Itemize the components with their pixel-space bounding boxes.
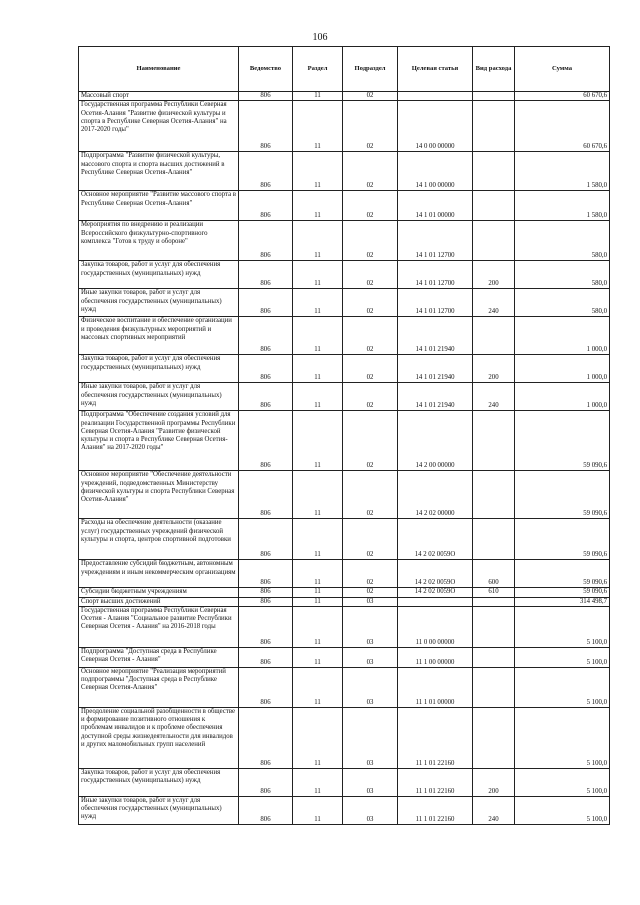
row-ministry: 806 [239,519,293,560]
row-subsection: 02 [343,152,398,191]
row-target-article: 14 2 02 00000 [398,471,473,519]
table-row [79,597,610,606]
row-subsection: 03 [343,768,398,796]
row-name: Государственная программа Республики Северная Осетия - Алания "Социальное развитие Республики Северная Осетия - Алания" на 2016-2018 годы [79,606,239,647]
row-sum: 59 090,6 [515,471,610,519]
row-section: 11 [293,221,343,261]
row-subsection: 03 [343,606,398,647]
row-ministry: 806 [239,647,293,667]
table-row [79,191,610,221]
row-subsection: 02 [343,261,398,289]
row-ministry: 806 [239,471,293,519]
row-subsection: 02 [343,101,398,152]
row-name: Предоставление субсидий бюджетным, автономным учреждениям и иным некоммерческим организациям [79,560,239,588]
row-ministry: 806 [239,768,293,796]
row-sum: 1 580,0 [515,191,610,221]
row-name: Государственная программа Республики Северная Осетия-Алания "Развитие физической культуры и спорта в Республике Северная Осетия-Алания" на 2017-2020 годы" [79,101,239,152]
row-section: 11 [293,101,343,152]
row-sum: 5 100,0 [515,647,610,667]
row-subsection: 03 [343,597,398,606]
row-target-article: 11 0 00 00000 [398,606,473,647]
row-ministry: 806 [239,707,293,768]
row-expense-type: 200 [473,768,515,796]
row-sum: 5 100,0 [515,667,610,707]
row-name: Мероприятия по внедрению и реализации Всероссийского физкультурно-спортивного комплекса "Готов к труду и обороне" [79,221,239,261]
row-subsection: 02 [343,191,398,221]
row-target-article: 14 2 00 00000 [398,411,473,471]
row-subsection: 02 [343,317,398,355]
row-name: Расходы на обеспечение деятельности (оказание услуг) государственных учреждений физической культуры и спорта, центров спортивной подготовки [79,519,239,560]
row-target-article: 11 1 00 00000 [398,647,473,667]
table-row [79,606,610,647]
row-target-article [398,597,473,606]
row-sum: 5 100,0 [515,707,610,768]
table-row [79,647,610,667]
row-section: 11 [293,191,343,221]
row-sum: 5 100,0 [515,796,610,824]
row-section: 11 [293,317,343,355]
row-ministry: 806 [239,588,293,597]
row-target-article: 11 1 01 00000 [398,667,473,707]
header-expense-type: Вид расхода [473,47,515,92]
row-expense-type [473,221,515,261]
table-row [79,796,610,824]
row-section: 11 [293,471,343,519]
row-sum: 60 670,6 [515,92,610,101]
table-header-row [79,47,610,92]
row-subsection: 02 [343,588,398,597]
row-ministry: 806 [239,221,293,261]
row-name: Иные закупки товаров, работ и услуг для обеспечения государственных (муниципальных) нужд [79,383,239,411]
row-ministry: 806 [239,191,293,221]
row-section: 11 [293,667,343,707]
row-ministry: 806 [239,667,293,707]
header-section: Раздел [293,47,343,92]
row-target-article: 14 2 02 0059О [398,519,473,560]
row-expense-type [473,191,515,221]
row-ministry: 806 [239,101,293,152]
row-section: 11 [293,289,343,317]
table-row [79,588,610,597]
row-expense-type: 240 [473,383,515,411]
row-section: 11 [293,383,343,411]
row-sum: 59 090,6 [515,411,610,471]
row-name: Подпрограмма "Обеспечение создания условий для реализации Государственной программы Республики Северная Осетия-Алания "Развитие физической культуры и спорта в Республике Северная Осетия-Алания" на 2017-2020 годы" [79,411,239,471]
table-row [79,383,610,411]
row-target-article: 14 0 00 00000 [398,101,473,152]
row-name: Закупка товаров, работ и услуг для обеспечения государственных (муниципальных) нужд [79,261,239,289]
row-subsection: 02 [343,355,398,383]
row-name: Преодоление социальной разобщенности в обществе и формирование позитивного отношения к проблемам инвалидов и к проблеме обеспечения доступной среды жизнедеятельности для инвалидов и других маломобильных групп населений [79,707,239,768]
row-ministry: 806 [239,411,293,471]
table-row [79,101,610,152]
row-subsection: 02 [343,289,398,317]
row-section: 11 [293,606,343,647]
row-expense-type [473,647,515,667]
row-section: 11 [293,261,343,289]
row-ministry: 806 [239,152,293,191]
row-name: Основное мероприятие "Обеспечение деятельности учреждений, подведомственных Министерству физической культуры и спорта Республики Северная Осетия-Алания" [79,471,239,519]
row-target-article: 11 1 01 22160 [398,707,473,768]
row-ministry: 806 [239,92,293,101]
row-expense-type [473,471,515,519]
row-section: 11 [293,796,343,824]
header-subsection: Подраздел [343,47,398,92]
row-target-article: 11 1 01 22160 [398,768,473,796]
row-section: 11 [293,707,343,768]
table-row [79,289,610,317]
row-section: 11 [293,597,343,606]
row-sum: 5 100,0 [515,768,610,796]
row-name: Закупка товаров, работ и услуг для обеспечения государственных (муниципальных) нужд [79,355,239,383]
header-name: Наименование [79,47,239,92]
header-target-article: Целевая статья [398,47,473,92]
row-expense-type [473,519,515,560]
row-sum: 1 000,0 [515,355,610,383]
row-sum: 1 000,0 [515,383,610,411]
row-sum: 60 670,6 [515,101,610,152]
row-target-article [398,92,473,101]
row-subsection: 03 [343,796,398,824]
table-row [79,768,610,796]
row-section: 11 [293,768,343,796]
row-name: Закупка товаров, работ и услуг для обеспечения государственных (муниципальных) нужд [79,768,239,796]
row-ministry: 806 [239,796,293,824]
row-subsection: 02 [343,221,398,261]
row-ministry: 806 [239,606,293,647]
row-target-article: 14 2 02 0059О [398,588,473,597]
table-row [79,152,610,191]
row-section: 11 [293,92,343,101]
row-expense-type: 240 [473,289,515,317]
row-subsection: 02 [343,383,398,411]
row-subsection: 03 [343,667,398,707]
table-row [79,221,610,261]
row-expense-type [473,92,515,101]
row-section: 11 [293,355,343,383]
row-sum: 314 498,7 [515,597,610,606]
row-target-article: 14 1 01 21940 [398,383,473,411]
row-name: Иные закупки товаров, работ и услуг для обеспечения государственных (муниципальных) нужд [79,796,239,824]
row-sum: 59 090,6 [515,519,610,560]
row-section: 11 [293,519,343,560]
row-section: 11 [293,588,343,597]
row-expense-type [473,667,515,707]
row-name: Массовый спорт [79,92,239,101]
row-name: Основное мероприятие "Реализация мероприятий подпрограммы "Доступная среда в Республике Северная Осетия-Алания" [79,667,239,707]
row-sum: 580,0 [515,221,610,261]
table-row [79,560,610,588]
row-expense-type [473,152,515,191]
table-row [79,355,610,383]
row-expense-type [473,411,515,471]
row-ministry: 806 [239,261,293,289]
row-target-article: 14 1 01 12700 [398,261,473,289]
row-expense-type: 240 [473,796,515,824]
row-name: Спорт высших достижений [79,597,239,606]
row-subsection: 02 [343,411,398,471]
row-target-article: 14 1 00 00000 [398,152,473,191]
table-row [79,707,610,768]
row-target-article: 14 1 01 00000 [398,191,473,221]
row-expense-type: 600 [473,560,515,588]
row-name: Подпрограмма "Доступная среда в Республике Северная Осетия - Алания" [79,647,239,667]
table-row [79,471,610,519]
table-row [79,261,610,289]
row-target-article: 14 1 01 12700 [398,289,473,317]
budget-table [78,46,610,825]
row-subsection: 02 [343,92,398,101]
row-subsection: 02 [343,560,398,588]
header-ministry: Ведомство [239,47,293,92]
row-sum: 5 100,0 [515,606,610,647]
row-sum: 1 000,0 [515,317,610,355]
row-subsection: 02 [343,471,398,519]
row-ministry: 806 [239,289,293,317]
row-sum: 59 090,6 [515,560,610,588]
row-target-article: 14 2 02 0059О [398,560,473,588]
row-target-article: 14 1 01 12700 [398,221,473,261]
row-expense-type [473,606,515,647]
row-target-article: 14 1 01 21940 [398,317,473,355]
row-ministry: 806 [239,597,293,606]
row-name: Основное мероприятие "Развитие массового спорта в Республике Северная Осетия-Алания" [79,191,239,221]
table-row [79,519,610,560]
table-row [79,411,610,471]
row-name: Физическое воспитание и обеспечение организации и проведения физкультурных мероприятий и массовых спортивных мероприятий [79,317,239,355]
row-ministry: 806 [239,383,293,411]
row-subsection: 03 [343,647,398,667]
row-subsection: 02 [343,519,398,560]
row-section: 11 [293,560,343,588]
row-name: Субсидии бюджетным учреждениям [79,588,239,597]
row-name: Иные закупки товаров, работ и услуг для обеспечения государственных (муниципальных) нужд [79,289,239,317]
row-sum: 1 580,0 [515,152,610,191]
row-ministry: 806 [239,560,293,588]
row-ministry: 806 [239,317,293,355]
row-sum: 580,0 [515,261,610,289]
row-subsection: 03 [343,707,398,768]
row-expense-type [473,597,515,606]
row-expense-type [473,707,515,768]
row-expense-type: 610 [473,588,515,597]
row-expense-type [473,101,515,152]
row-target-article: 11 1 01 22160 [398,796,473,824]
row-name: Подпрограмма "Развитие физической культуры, массового спорта и спорта высших достижений в Республике Северная Осетия-Алания" [79,152,239,191]
page-number: 106 [312,32,328,43]
row-section: 11 [293,152,343,191]
row-expense-type [473,317,515,355]
row-target-article: 14 1 01 21940 [398,355,473,383]
row-expense-type: 200 [473,355,515,383]
table-row [79,317,610,355]
row-section: 11 [293,411,343,471]
table-row [79,92,610,101]
row-ministry: 806 [239,355,293,383]
row-section: 11 [293,647,343,667]
row-expense-type: 200 [473,261,515,289]
row-sum: 580,0 [515,289,610,317]
header-sum: Сумма [515,47,610,92]
row-sum: 59 090,6 [515,588,610,597]
table-row [79,667,610,707]
